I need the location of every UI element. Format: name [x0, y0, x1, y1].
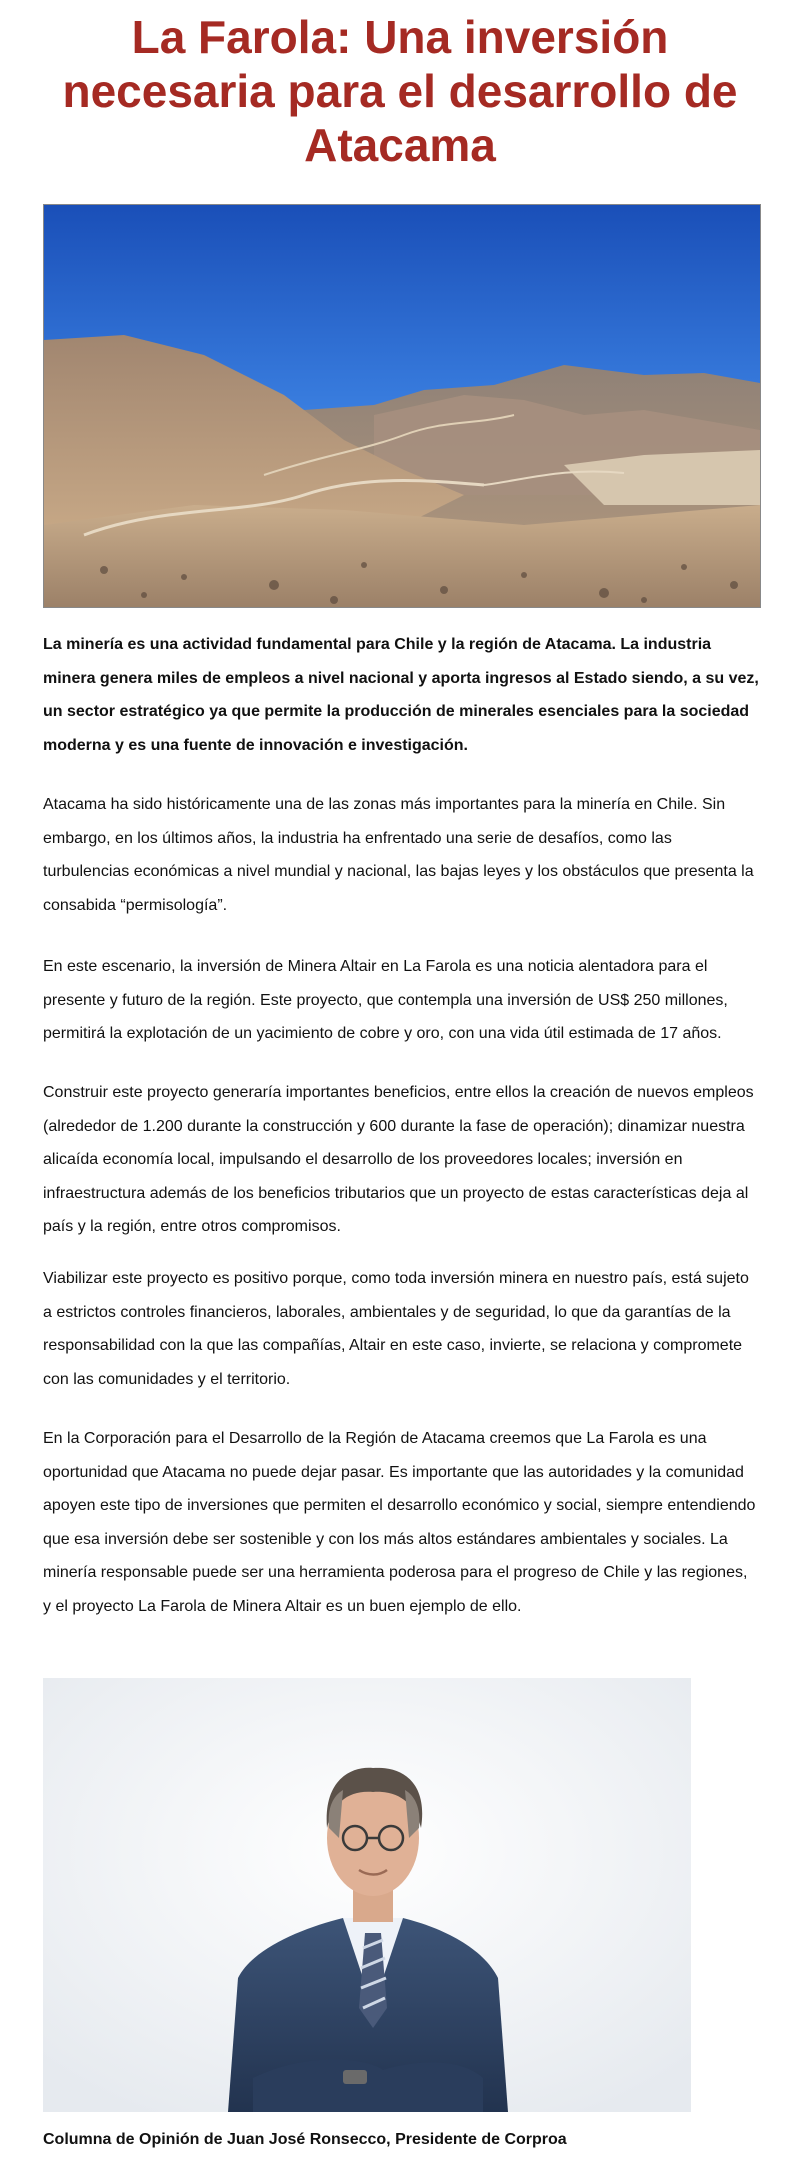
hero-image-desert-mountains: [43, 204, 761, 608]
article-paragraph: En la Corporación para el Desarrollo de la Región de Atacama creemos que La Farola es una oportunidad que Atacama no puede dejar pasar. Es importante que las autoridades y la comunidad apoyen este tipo de inversiones que permiten el desarrollo económico y social, siempre entendiendo que esa inversión debe ser sostenible y con los más altos estándares ambientales y sociales. La minería responsable puede ser una herramienta poderosa para el progreso de Chile y las regiones, y el proyecto La Farola de Minera Altair es un buen ejemplo de ello.: [43, 1430, 756, 1615]
article-paragraph: Construir este proyecto generaría importantes beneficios, entre ellos la creación de nuevos empleos (alrededor de 1.200 durante la construcción y 600 durante la fase de operación); dinamizar nuestra alicaída economía local, impulsando el desarrollo de los proveedores locales; inversión en infraestructura además de los beneficios tributarios que un proyecto de estas características deja al país y la región, entre otros compromisos.: [43, 1084, 754, 1235]
author-portrait-photo: [43, 1678, 691, 2112]
author-caption: Columna de Opinión de Juan José Ronsecco, Presidente de Corproa: [43, 2131, 567, 2148]
article-paragraph: En este escenario, la inversión de Minera Altair en La Farola es una noticia alentadora para el presente y futuro de la región. Este proyecto, que contempla una inversión de US$ 250 millones, permitirá la explotación de un yacimiento de cobre y oro, con una vida útil estimada de 17 años.: [43, 958, 728, 1042]
article-paragraph-lead: La minería es una actividad fundamental para Chile y la región de Atacama. La industria minera genera miles de empleos a nivel nacional y aporta ingresos al Estado siendo, a su vez, un sector estratégico ya que permite la producción de minerales esenciales para la sociedad moderna y es una fuente de innovación e investigación.: [43, 636, 759, 754]
article-paragraph: Viabilizar este proyecto es positivo porque, como toda inversión minera en nuestro país, está sujeto a estrictos controles financieros, laborales, ambientales y de seguridad, lo que da garantías de la responsabilidad con la que las compañías, Altair en este caso, invierte, se relaciona y compromete con las comunidades y el territorio.: [43, 1270, 749, 1388]
article-title: La Farola: Una inversión necesaria para el desarrollo de Atacama: [62, 11, 738, 171]
article-paragraph: Atacama ha sido históricamente una de las zonas más importantes para la minería en Chile. Sin embargo, en los últimos años, la industria ha enfrentado una serie de desafíos, como las turbulencias económicas a nivel mundial y nacional, las bajas leyes y los obstáculos que presenta la consabida “permisología”.: [43, 796, 754, 914]
